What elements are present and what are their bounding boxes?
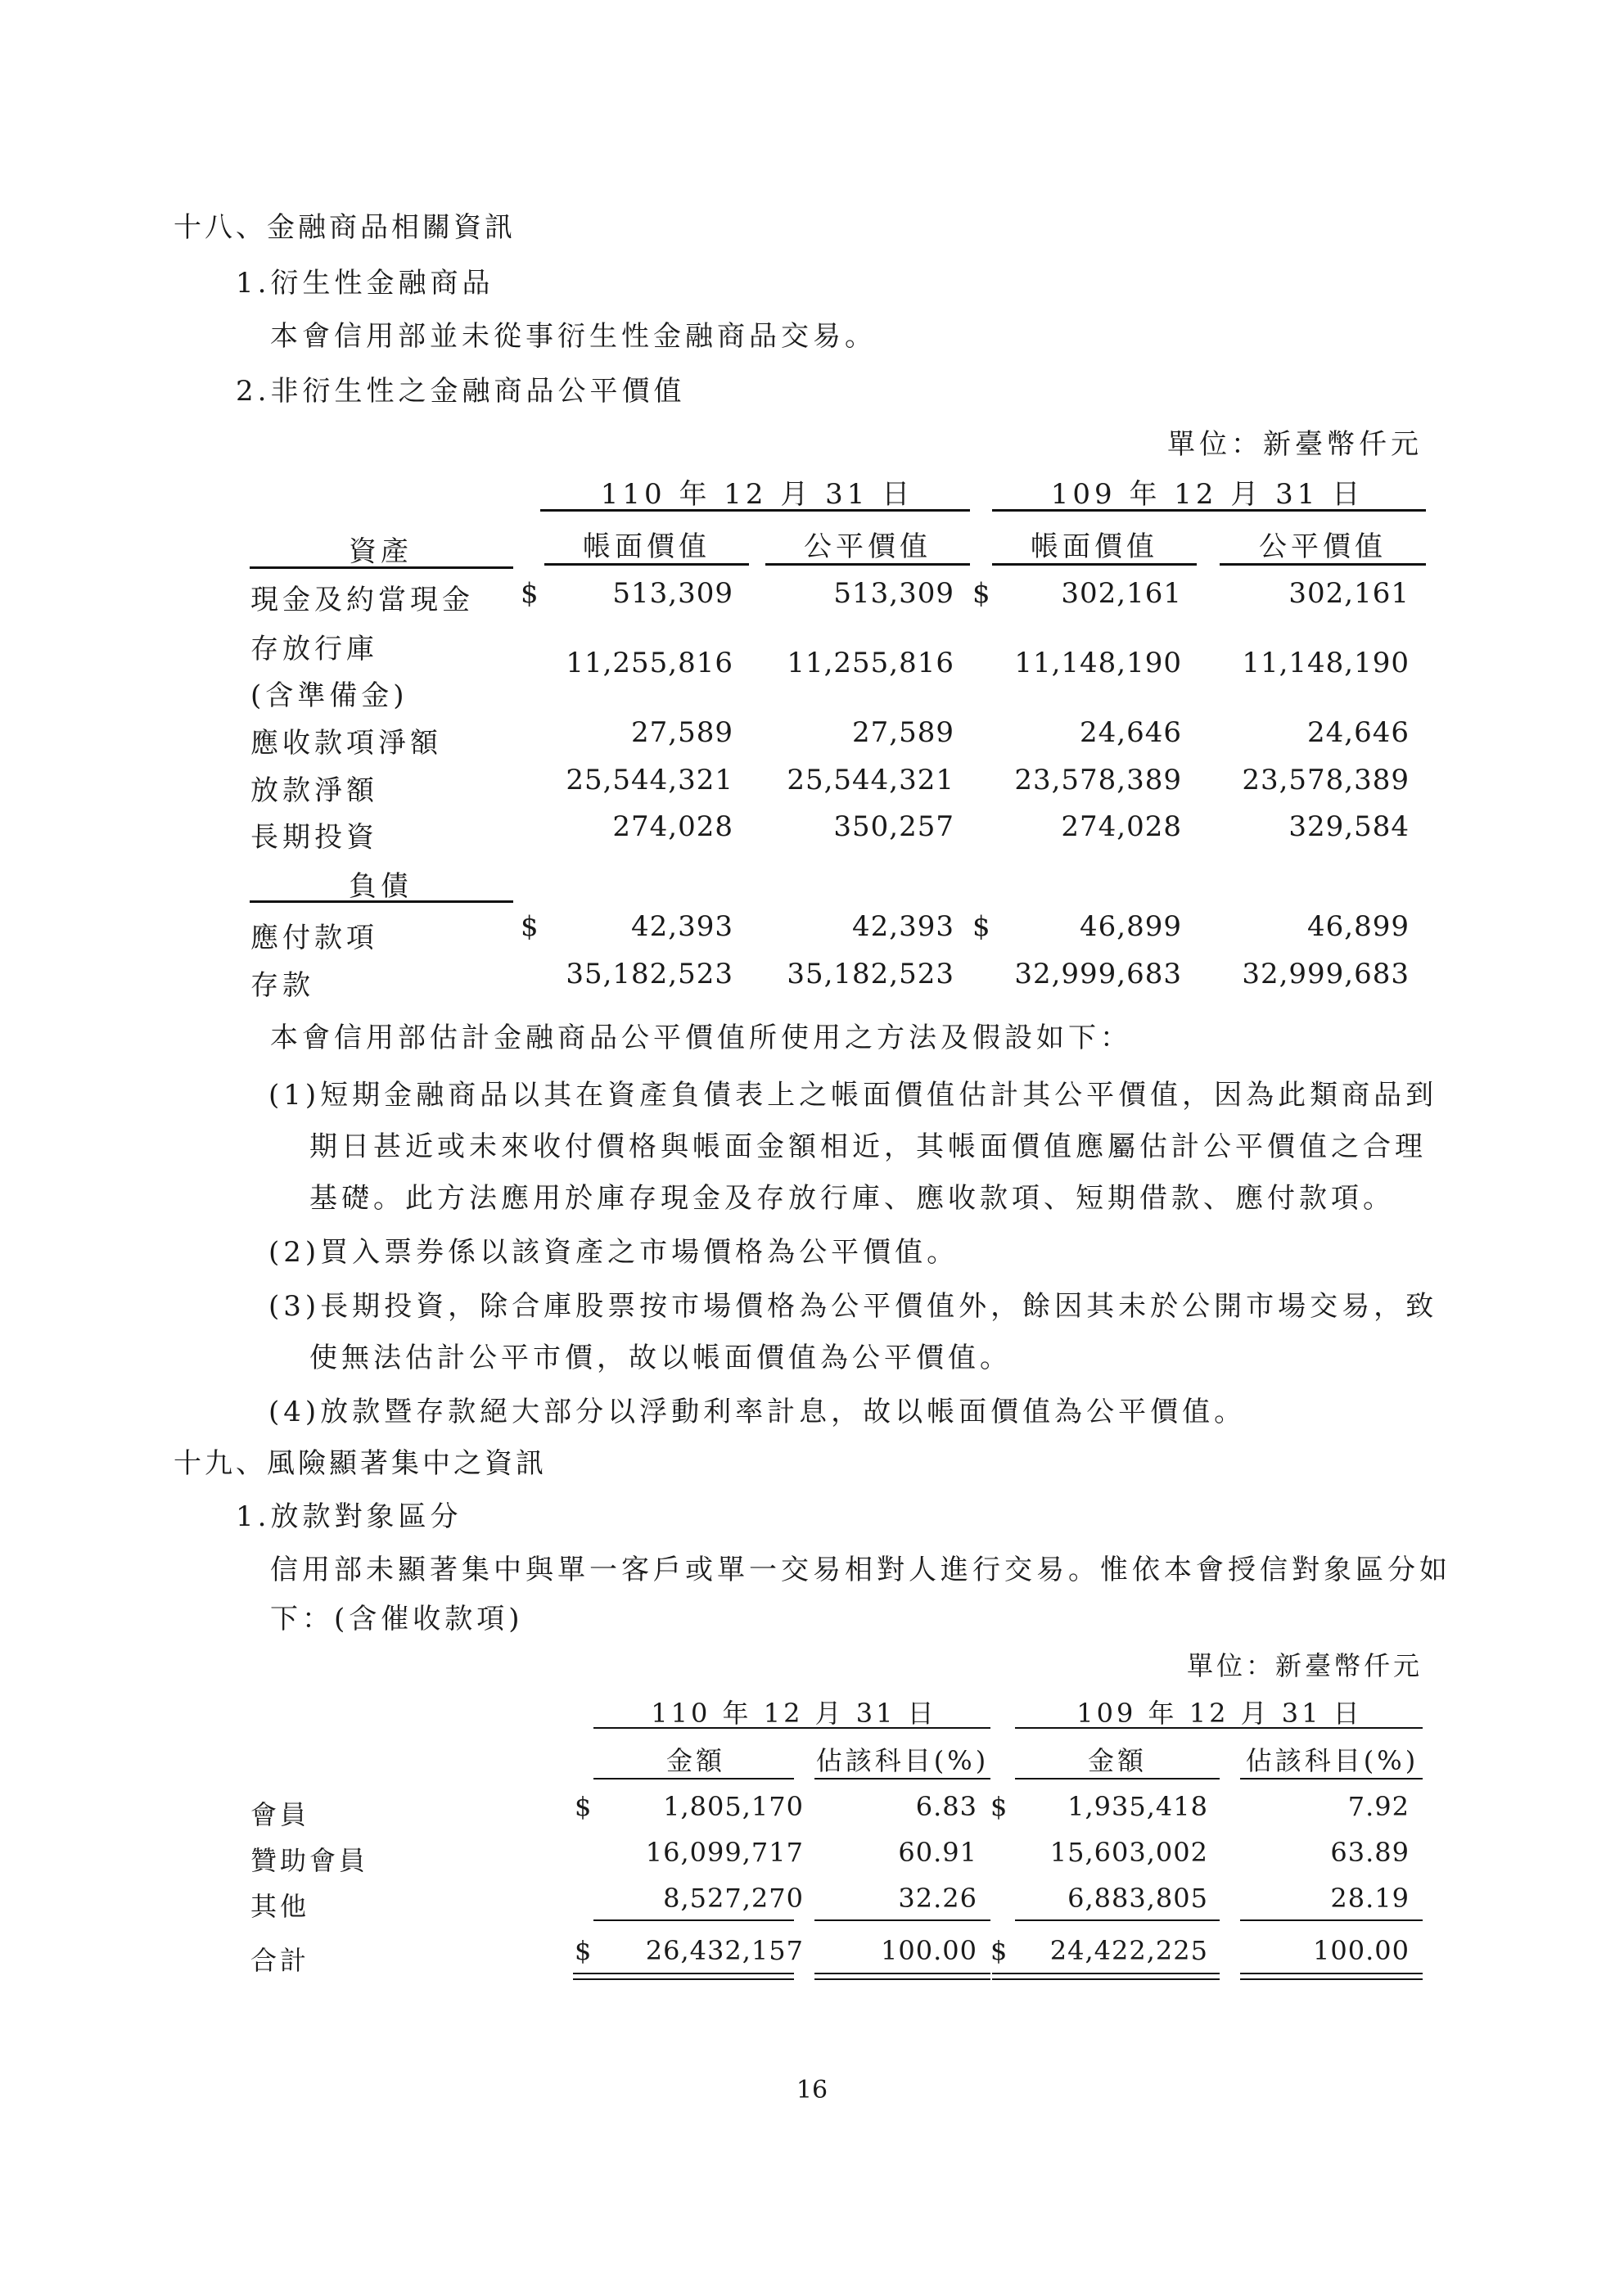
table-row-label: 放款淨額 [250,774,378,807]
table-cell: 274,028 [612,810,733,843]
assets-col-rule [250,566,513,569]
assets-col-label: 資產 [349,535,413,568]
fair-value-110-header: 公平價值 [804,530,932,563]
dollar-sign: $ [521,577,539,610]
table-cell: 32,999,683 [1014,958,1182,990]
liabilities-rule [250,900,513,903]
table-cell: 274,028 [1061,810,1182,843]
dollar-sign: $ [972,577,991,610]
table-cell: 7.92 [1347,1791,1410,1822]
total-double-rule [992,1973,1220,1980]
unit-label-2: 單位：新臺幣仟元 [1186,1650,1423,1681]
amount-110-rule [593,1778,794,1780]
table-cell: 23,578,389 [1014,764,1182,796]
section-19-sub1-title: 1.放款對象區分 [236,1500,462,1533]
total-double-rule [814,1973,990,1980]
section-19-heading: 十九、風險顯著集中之資訊 [174,1447,547,1480]
table-cell: 24,646 [1307,716,1410,749]
table-cell: 11,148,190 [1014,647,1182,679]
table-row-label: 長期投資 [250,821,378,854]
amount-110-header: 金額 [665,1745,725,1776]
table-row-label: 贊助會員 [250,1845,369,1876]
amount-109-rule [1015,1778,1220,1780]
period-110-header: 110 年 12 月 31 日 [600,478,914,511]
table-cell: 350,257 [833,810,954,843]
table-cell: 8,527,270 [663,1883,804,1914]
table-cell: 16,099,717 [645,1837,804,1868]
table-cell: 11,148,190 [1242,647,1410,679]
pct-110-rule [814,1778,990,1780]
total-cell: 100.00 [1313,1935,1410,1966]
table-cell: 23,578,389 [1242,764,1410,796]
period-110-rule-2 [593,1727,990,1729]
book-value-110-header: 帳面價值 [583,530,710,563]
method-1-line-3: 基礎。此方法應用於庫存現金及存放行庫、應收款項、短期借款、應付款項。 [309,1182,1395,1215]
table-row-label: 存款 [250,969,314,1002]
table-cell: 42,393 [631,910,733,943]
subtotal-rule [593,1919,794,1921]
table-cell: 60.91 [898,1837,977,1868]
method-intro: 本會信用部估計金融商品公平價值所使用之方法及假設如下： [270,1022,1132,1054]
table-cell: 24,646 [1080,716,1182,749]
pct-109-header: 佔該科目(%) [1245,1745,1419,1776]
book-110-rule [544,563,749,566]
dollar-sign: $ [990,1791,1008,1822]
method-1-line-1: (1)短期金融商品以其在資產負債表上之帳面價值估計其公平價值，因為此類商品到 [268,1079,1438,1112]
table-row-label: 存放行庫 [250,633,378,665]
table-cell: 6,883,805 [1067,1883,1208,1914]
section-18-sub1-text: 本會信用部並未從事衍生性金融商品交易。 [270,320,877,353]
fair-110-rule [765,563,970,566]
table-cell: 25,544,321 [787,764,954,796]
table-cell: 1,935,418 [1067,1791,1208,1822]
liabilities-label: 負債 [349,870,413,903]
method-3-line-1: (3)長期投資，除合庫股票按市場價格為公平價值外，餘因其未於公開市場交易，致 [268,1290,1438,1323]
method-1-line-2: 期日甚近或未來收付價格與帳面金額相近，其帳面價值應屬估計公平價值之合理 [309,1130,1427,1163]
table-row-label: 應付款項 [250,922,378,954]
table-cell: 25,544,321 [566,764,733,796]
total-cell: 24,422,225 [1049,1935,1208,1966]
amount-109-header: 金額 [1087,1745,1147,1776]
unit-label-1: 單位：新臺幣仟元 [1167,428,1423,461]
fair-value-109-header: 公平價值 [1259,530,1387,563]
table-cell: 35,182,523 [787,958,954,990]
table-cell: 329,584 [1288,810,1410,843]
table-cell: 32,999,683 [1242,958,1410,990]
period-109-rule [992,509,1426,512]
table-cell: 28.19 [1330,1883,1410,1914]
period-110-header-2: 110 年 12 月 31 日 [651,1698,937,1729]
section-18-heading: 十八、金融商品相關資訊 [174,211,516,244]
table-cell: 27,589 [631,716,733,749]
period-109-header: 109 年 12 月 31 日 [1050,478,1365,511]
book-109-rule [992,563,1197,566]
dollar-sign: $ [521,910,539,943]
table-cell: 27,589 [852,716,954,749]
method-3-line-2: 使無法估計公平市價，故以帳面價值為公平價值。 [309,1342,1012,1374]
period-109-header-2: 109 年 12 月 31 日 [1076,1698,1363,1729]
total-row-label: 合計 [250,1945,310,1976]
pct-110-header: 佔該科目(%) [815,1745,990,1776]
total-double-rule [573,1973,794,1980]
page-number: 16 [796,2076,828,2104]
subtotal-rule [1015,1919,1220,1921]
section-19-text-line-2: 下：(含催收款項) [270,1603,524,1635]
table-row-label: 其他 [250,1891,310,1922]
total-cell: 100.00 [881,1935,977,1966]
table-cell: 46,899 [1307,910,1410,943]
subtotal-rule [1240,1919,1423,1921]
table-cell: 513,309 [612,577,733,610]
total-double-rule [1240,1973,1423,1980]
table-cell: 46,899 [1080,910,1182,943]
period-109-rule-2 [1015,1727,1423,1729]
section-18-sub2-title: 2.非衍生性之金融商品公平價值 [236,375,686,408]
book-value-109-header: 帳面價值 [1031,530,1158,563]
method-2: (2)買入票券係以該資產之市場價格為公平價值。 [268,1236,959,1269]
subtotal-rule [814,1919,990,1921]
fair-109-rule [1220,563,1426,566]
table-cell: 15,603,002 [1049,1837,1208,1868]
dollar-sign: $ [575,1791,593,1822]
table-cell: 32.26 [898,1883,977,1914]
dollar-sign: $ [990,1935,1008,1966]
table-cell: 513,309 [833,577,954,610]
table-cell: 35,182,523 [566,958,733,990]
table-cell: 63.89 [1330,1837,1410,1868]
table-cell: 42,393 [852,910,954,943]
method-4: (4)放款暨存款絕大部分以浮動利率計息，故以帳面價值為公平價值。 [268,1396,1247,1428]
section-18-sub1-title: 1.衍生性金融商品 [236,267,494,300]
section-19-text-line-1: 信用部未顯著集中與單一客戶或單一交易相對人進行交易。惟依本會授信對象區分如 [270,1554,1451,1586]
pct-109-rule [1240,1778,1423,1780]
table-row-label: 會員 [250,1799,310,1830]
table-cell: 6.83 [915,1791,977,1822]
period-110-rule [540,509,970,512]
table-cell: 302,161 [1288,577,1410,610]
table-row-label: 應收款項淨額 [250,727,442,760]
table-cell: 11,255,816 [787,647,954,679]
total-cell: 26,432,157 [645,1935,804,1966]
table-cell: 11,255,816 [566,647,733,679]
dollar-sign: $ [972,910,991,943]
dollar-sign: $ [575,1935,593,1966]
table-cell: 302,161 [1061,577,1182,610]
table-row-label: 現金及約當現金 [250,584,474,616]
table-cell: 1,805,170 [663,1791,804,1822]
table-row-label-sub: (含準備金) [250,679,408,712]
